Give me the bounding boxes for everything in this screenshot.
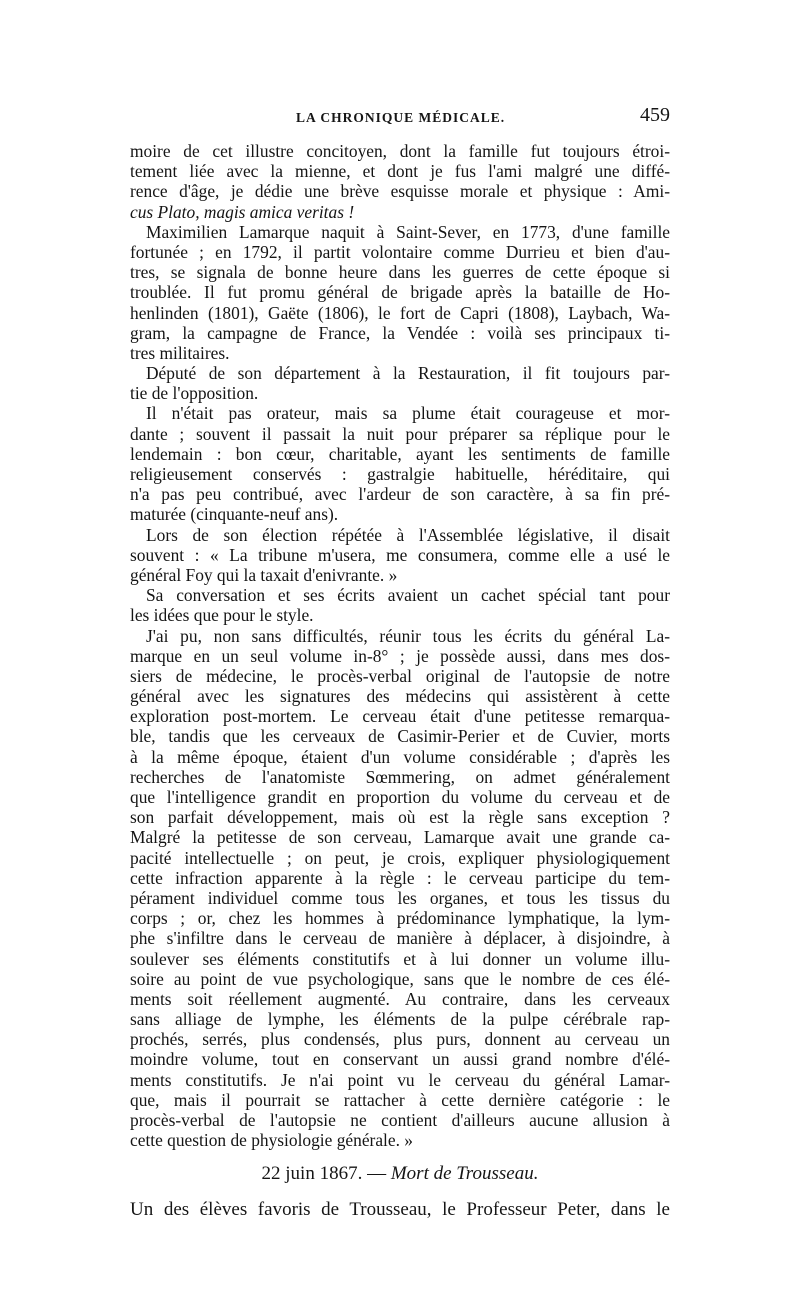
text-line: prochés, serrés, plus condensés, plus purs, donnent au cerveau un: [130, 1029, 670, 1050]
text-line: fortunée ; en 1792, il partit volontaire comme Durrieu et bien d'au-: [130, 241, 670, 262]
text-line: rence d'âge, je dédie une brève esquisse morale et physique : Ami-: [130, 181, 670, 202]
text-line: cette infraction apparente à la règle : le cerveau participe du tem-: [130, 867, 670, 888]
text-line: tie de l'opposition.: [130, 383, 259, 404]
text-line: moire de cet illustre concitoyen, dont la famille fut toujours étroi-: [130, 141, 670, 161]
journal-title: LA CHRONIQUE MÉDICALE.: [296, 110, 506, 125]
heading-title: Mort de Trousseau.: [390, 1163, 539, 1185]
text-line: Lors de son élection répétée à l'Assemblée législative, il disait: [146, 524, 670, 545]
text-line: Malgré la petitesse de son cerveau, Lamarque avait une grande ca-: [130, 827, 670, 848]
text-line: henlinden (1801), Gaëte (1806), le fort de Capri (1808), Laybach, Wa-: [130, 302, 670, 323]
text-line: cette question de physiologie générale. »: [130, 1130, 413, 1151]
heading-date: 22 juin 1867. —: [261, 1163, 387, 1185]
text-line: que, mais il pourrait se rattacher à cette dernière catégorie : le: [130, 1089, 670, 1110]
body-text: [130, 141, 670, 1222]
text-line: ble, tandis que les cerveaux de Casimir-Perier et de Cuvier, morts: [130, 726, 670, 747]
text-line: [130, 202, 670, 222]
text-line: religieusement conservés : gastralgie habituelle, héréditaire, qui: [130, 464, 670, 484]
text-line: n'a pas peu contribué, avec l'ardeur de son caractère, à sa fin pré-: [130, 484, 670, 505]
text-line: pérament individuel comme tous les organes, et tous les tissus du: [130, 887, 670, 908]
text-line: exploration post-mortem. Le cerveau était d'une petitesse remarqua-: [130, 706, 670, 727]
text-line: souvent : « La tribune m'usera, me consumera, comme elle a usé le: [130, 544, 670, 565]
paragraph: [130, 403, 670, 524]
text-line: ments constitutifs. Je n'ai point vu le cerveau du général Lamar-: [130, 1069, 670, 1090]
text-line: Il n'était pas orateur, mais sa plume était courageuse et mor-: [146, 403, 670, 424]
text-line: troublée. Il fut promu général de brigade après la bataille de Ho-: [130, 282, 670, 303]
running-header: [130, 104, 670, 134]
text-line: sans alliage de lymphe, les éléments de la pulpe cérébrale rap-: [130, 1009, 670, 1030]
text-line: soire au point de vue psychologique, sans que le nombre de ces élé-: [130, 968, 670, 989]
text-line: gram, la campagne de France, la Vendée : voilà ses principaux ti-: [130, 322, 670, 343]
section-heading: [130, 1162, 670, 1186]
text-line: soulever ses éléments constitutifs et à lui donner un volume illu-: [130, 948, 670, 969]
text-line: tres militaires.: [130, 342, 230, 363]
text-line: général avec les signatures des médecins qui assistèrent à cette: [130, 686, 670, 707]
text-line: dante ; souvent il passait la nuit pour préparer sa réplique pour le: [130, 423, 670, 444]
text-line: ments soit réellement augmenté. Au contraire, dans les cerveaux: [130, 988, 670, 1009]
text-line: les idées que pour le style.: [130, 605, 314, 626]
text-line: J'ai pu, non sans difficultés, réunir tous les écrits du général La-: [146, 625, 670, 646]
text-line: pacité intellectuelle ; on peut, je crois, expliquer physiologiquement: [130, 847, 670, 868]
text-line: Maximilien Lamarque naquit à Saint-Sever, en 1773, d'une famille: [146, 221, 670, 242]
text-line: son parfait développement, mais où est la règle sans exception ?: [130, 807, 670, 828]
paragraph: [130, 222, 670, 363]
text-line: siers de médecine, le procès-verbal original de l'autopsie de notre: [130, 665, 670, 686]
text-line: Un des élèves favoris de Trousseau, le Professeur Peter, dans le: [130, 1199, 670, 1221]
paragraph: [130, 363, 670, 403]
paragraph: [130, 141, 670, 222]
text-line: tement liée avec la mienne, et dont je fus l'ami malgré une diffé-: [130, 161, 670, 182]
text-line: moindre volume, tout en conservant un aussi grand nombre d'élé-: [130, 1049, 670, 1070]
text-line: Sa conversation et ses écrits avaient un cachet spécial tant pour: [146, 585, 670, 606]
text-line: corps ; or, chez les hommes à prédominance lymphatique, la lym-: [130, 908, 670, 929]
text-line: à la même époque, étaient d'un volume considérable ; d'après les: [130, 746, 670, 767]
page-number: 459: [640, 104, 670, 126]
text-line: lendemain : bon cœur, charitable, ayant les sentiments de famille: [130, 443, 670, 464]
text-line: procès-verbal de l'autopsie ne contient d'ailleurs aucune allusion à: [130, 1110, 670, 1130]
text-line: marque en un seul volume in-8° ; je possède aussi, dans mes dos-: [130, 645, 670, 666]
text-line: Député de son département à la Restauration, il fit toujours par-: [146, 363, 670, 384]
text-line: recherches de l'anatomiste Sœmmering, on admet généralement: [130, 766, 670, 787]
latin-quote: cus Plato, magis amica veritas !: [130, 201, 355, 222]
text-line: général Foy qui la taxait d'enivrante. »: [130, 564, 398, 585]
paragraph: [130, 626, 670, 1151]
paragraph: [130, 585, 670, 625]
text-line: maturée (cinquante-neuf ans).: [130, 504, 339, 525]
text-line: tres, se signala de bonne heure dans les guerres de cette époque si: [130, 262, 670, 283]
paragraph: [130, 525, 670, 586]
text-line: phe s'infiltre dans le cerveau de manière à déplacer, à disjoindre, à: [130, 928, 670, 949]
text-line: que l'intelligence grandit en proportion du volume du cerveau et de: [130, 787, 670, 807]
